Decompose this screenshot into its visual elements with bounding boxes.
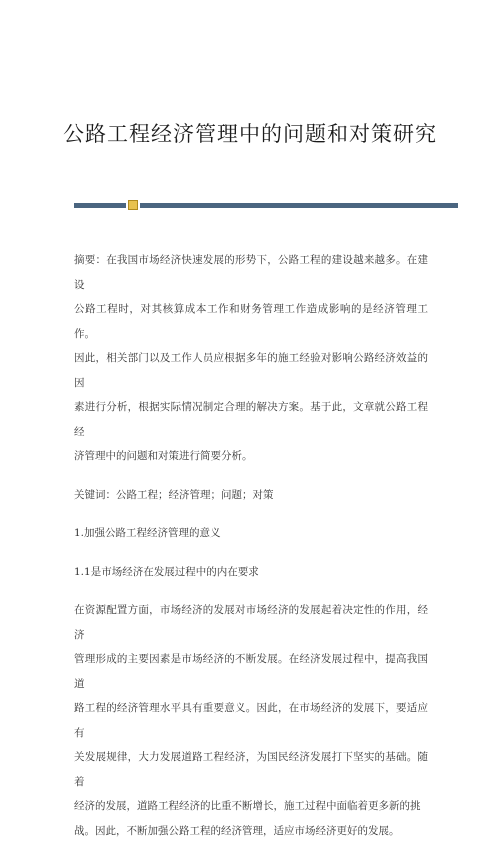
abstract-line: 济管理中的问题和对策进行简要分析。 <box>74 444 428 469</box>
divider-emblem-icon <box>128 200 138 210</box>
body-line: 在资源配置方面，市场经济的发展对市场经济的发展起着决定性的作用，经济 <box>74 598 428 647</box>
title-divider <box>74 203 458 208</box>
abstract-line: 摘要：在我国市场经济快速发展的形势下，公路工程的建设越来越多。在建设 <box>74 248 428 297</box>
page-title: 公路工程经济管理中的问题和对策研究 <box>0 118 500 148</box>
divider-bar-right <box>140 203 458 208</box>
body-line: 路工程的经济管理水平具有重要意义。因此，在市场经济的发展下，要适应有 <box>74 696 428 745</box>
keywords: 关键词：公路工程；经济管理；问题；对策 <box>74 483 428 508</box>
section-heading-1-1: 1.1是市场经济在发展过程中的内在要求 <box>74 560 428 585</box>
body-paragraph <box>74 598 428 843</box>
divider-bar-left <box>74 203 126 208</box>
section-heading-1: 1.加强公路工程经济管理的意义 <box>74 521 428 546</box>
abstract-line: 因此，相关部门以及工作人员应根据多年的施工经验对影响公路经济效益的因 <box>74 346 428 395</box>
body-line: 管理形成的主要因素是市场经济的不断发展。在经济发展过程中，提高我国道 <box>74 647 428 696</box>
abstract-line: 公路工程时，对其核算成本工作和财务管理工作造成影响的是经济管理工作。 <box>74 297 428 346</box>
body-line: 经济的发展，道路工程经济的比重不断增长，施工过程中面临着更多新的挑 <box>74 794 428 819</box>
body-line: 战。因此，不断加强公路工程的经济管理，适应市场经济更好的发展。 <box>74 819 428 843</box>
body-line: 关发展规律，大力发展道路工程经济，为国民经济发展打下坚实的基础。随着 <box>74 745 428 794</box>
abstract <box>74 248 428 469</box>
document-body <box>74 248 428 843</box>
abstract-line: 素进行分析，根据实际情况制定合理的解决方案。基于此，文章就公路工程经 <box>74 395 428 444</box>
